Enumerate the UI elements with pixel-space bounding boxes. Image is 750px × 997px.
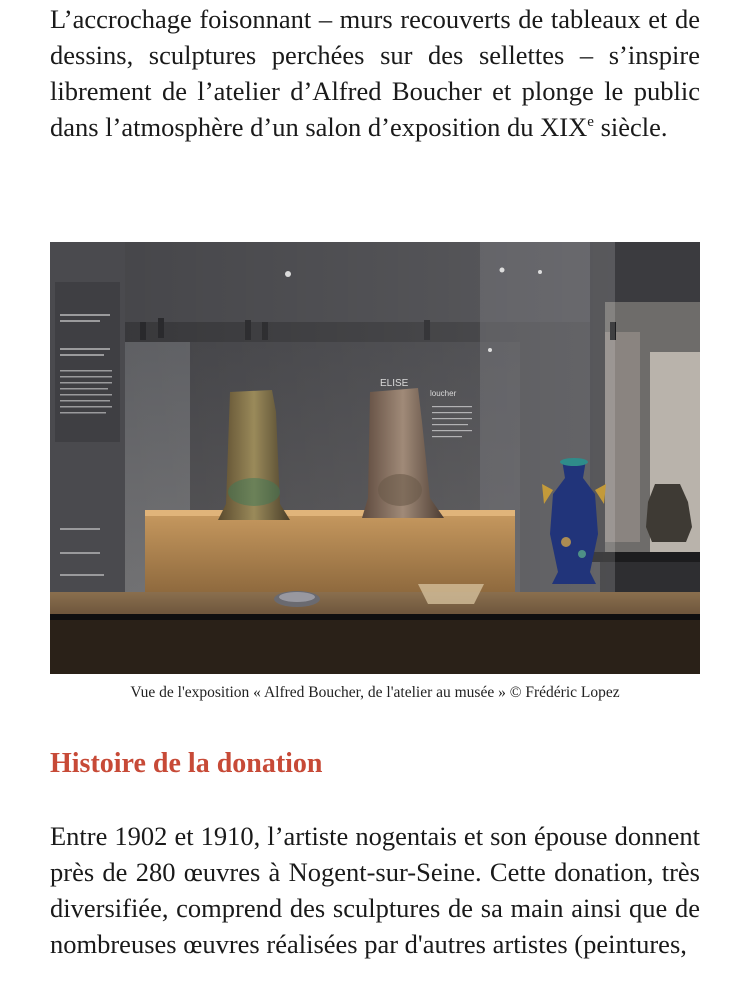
article-content: [50, 0, 700, 145]
intro-text: L’accrochage foisonnant – murs recouverts de tableaux et de dessins, sculptures perchées sur des sellettes – s’inspire librement de l’atelier d’Alfred Boucher et plonge le public dans l’atmosphère d’un salon d’exposition du XIX: [50, 4, 700, 142]
exhibition-figure: [50, 242, 700, 703]
century-superscript: e: [587, 114, 594, 131]
exhibition-photo: [50, 242, 700, 674]
intro-text-end: siècle.: [593, 112, 668, 142]
figure-caption: Vue de l'exposition « Alfred Boucher, de l'atelier au musée » © Frédéric Lopez: [130, 684, 620, 701]
donation-paragraph: Entre 1902 et 1910, l’artiste nogentais et son épouse donnent près de 280 œuvres à Nogent-sur-Seine. Cette donation, très diversifiée, comprend des sculptures de sa main ainsi que de nombreuses œuvres réalisées par d'autres artistes (peintures,: [50, 821, 700, 959]
section-title: Histoire de la donation: [50, 748, 323, 779]
intro-paragraph: [50, 1, 700, 145]
